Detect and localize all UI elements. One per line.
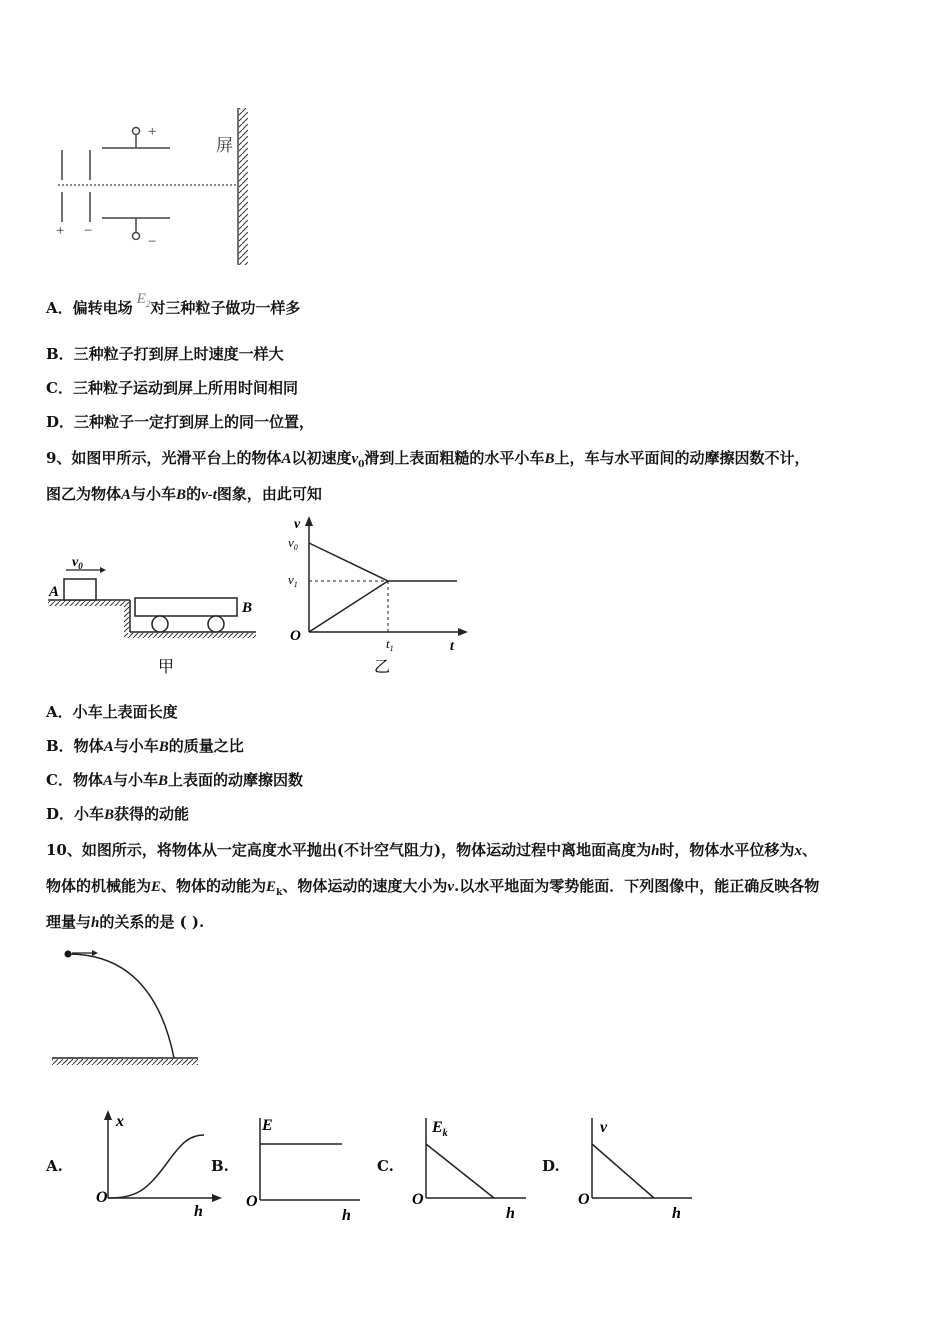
plus-label: +	[148, 124, 157, 140]
screen-label: 屏	[216, 136, 233, 155]
graph-d	[576, 1108, 701, 1223]
q8-option-a: A．偏转电场 $E_2$对三种粒子做功一样多	[46, 291, 301, 317]
svg-text:h: h	[342, 1207, 351, 1224]
svg-text:h: h	[194, 1203, 203, 1220]
plus-label: +	[56, 223, 65, 239]
q9-option-b: B．物体A与小车B的质量之比	[46, 737, 244, 755]
q10-stem-line1: 10、如图所示，将物体从一定高度水平抛出(不计空气阻力)，物体运动过程中离地面高度为h时，物体水平位移为x、	[46, 841, 817, 859]
graph-d-line	[592, 1144, 654, 1198]
q8-option-a-prefix: A．偏转电场	[46, 299, 133, 317]
projectile-figure	[48, 944, 208, 1074]
q10-stem-line3: 理量与h的关系的是 ( ).	[46, 913, 205, 931]
q8-option-d: D．三种粒子一定打到屏上的同一位置，	[46, 413, 315, 431]
q9-stem-line2: 图乙为物体A与小车B的v-t图象，由此可知	[46, 485, 322, 503]
graph-d-label: D.	[542, 1157, 560, 1175]
q9-option-c: C．物体A与小车B上表面的动摩擦因数	[46, 771, 304, 789]
graph-a-label: A.	[46, 1157, 63, 1175]
block-a	[64, 579, 96, 600]
svg-text:O: O	[246, 1193, 258, 1210]
figure-jia	[44, 552, 264, 682]
svg-text:甲: 甲	[158, 659, 175, 676]
svg-text:B: B	[242, 600, 253, 616]
graph-a-curve	[108, 1135, 204, 1198]
graph-b-label: B.	[211, 1157, 229, 1175]
svg-text:E: E	[262, 1117, 273, 1134]
svg-text:v: v	[600, 1119, 608, 1136]
svg-text:x: x	[116, 1113, 124, 1130]
svg-text:t1: $t_1$	[386, 636, 394, 653]
svg-text:v0: $v_0$	[288, 535, 298, 552]
svg-text:O: O	[578, 1191, 590, 1208]
minus-label: −	[148, 234, 157, 250]
svg-text:A: A	[49, 584, 60, 600]
svg-text:h: h	[672, 1205, 681, 1222]
screen-hatching	[239, 108, 248, 265]
graph-b	[244, 1108, 369, 1223]
q10-stem-line2: 物体的机械能为E、物体的动能为$E_k$、物体运动的速度大小为v.以水平地面为零势能面．下列图像中，能正确反映各物	[46, 877, 820, 898]
graph-c-line	[426, 1144, 494, 1198]
figure-yi-vt-graph	[282, 514, 472, 679]
q8-option-b: B．三种粒子打到屏上时速度一样大	[46, 345, 284, 363]
q9-stem-line1: 9、如图甲所示，光滑平台上的物体A以初速度$v_0$滑到上表面粗糙的水平小车B上，车与水平面间的动摩擦因数不计，	[46, 449, 810, 470]
svg-text:h: h	[506, 1205, 515, 1222]
cart-b	[135, 598, 237, 616]
svg-text:O: O	[412, 1191, 424, 1208]
minus-label: −	[84, 223, 93, 239]
svg-text:乙: 乙	[374, 659, 391, 676]
svg-text:Ek: $E_k$	[432, 1119, 448, 1139]
e2-symbol: $E_2$	[136, 291, 151, 309]
q9-option-d: D．小车B获得的动能	[46, 805, 190, 823]
q8-option-c: C．三种粒子运动到屏上所用时间相同	[46, 379, 298, 397]
svg-text:v1: $v_1$	[288, 572, 298, 589]
graph-c-label: C.	[377, 1157, 394, 1175]
svg-text:v: v	[294, 517, 301, 532]
svg-text:O: O	[290, 628, 301, 644]
q9-option-a: A．小车上表面长度	[46, 703, 178, 721]
deflection-field-figure	[50, 100, 270, 275]
graph-c	[410, 1108, 535, 1223]
svg-text:O: O	[96, 1189, 108, 1206]
svg-text:v0: $v_0$	[72, 555, 83, 571]
graph-a	[92, 1108, 222, 1223]
svg-text:t: t	[450, 639, 454, 654]
